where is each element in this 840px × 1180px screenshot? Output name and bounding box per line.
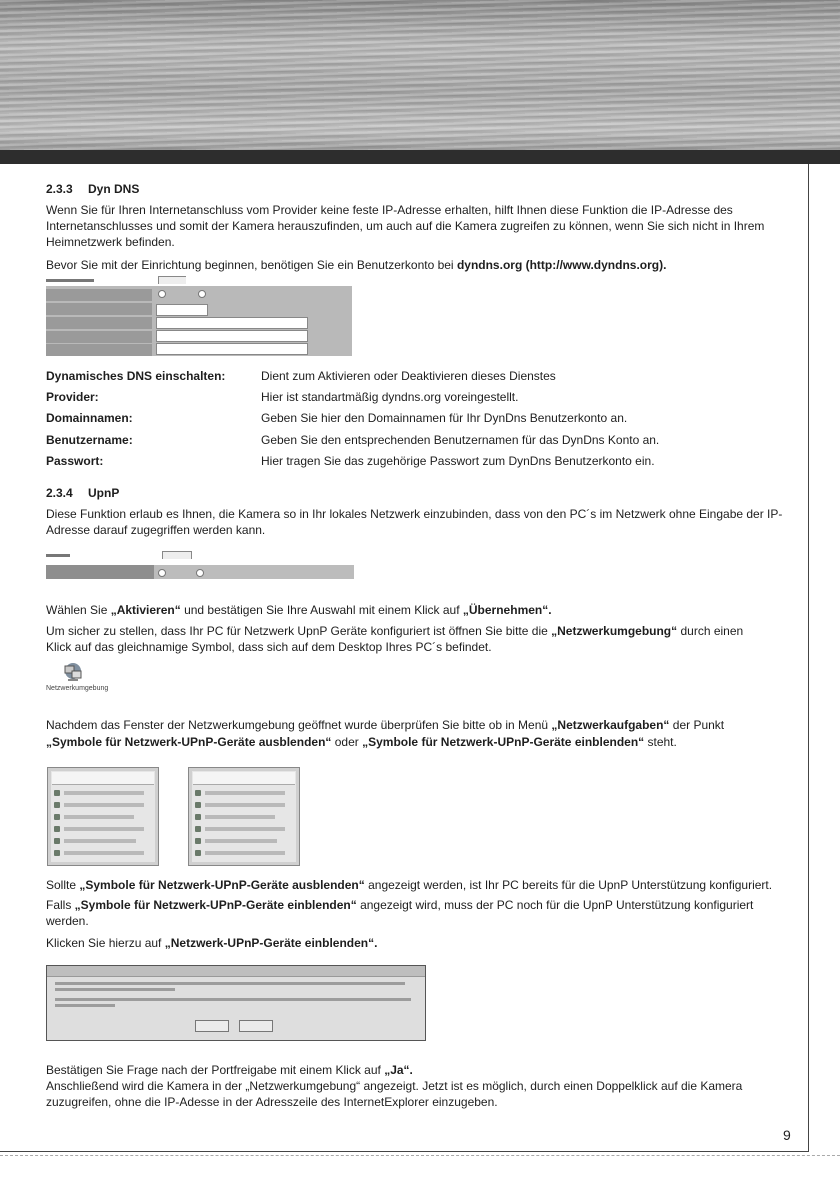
section-2-3-3-number: 2.3.3 [46,182,73,196]
network-tasks-screenshot-hide [47,767,159,866]
page-cut-line [0,1155,840,1156]
text-run-bold: „Aktivieren“ [110,603,181,617]
upnp-ensure-line2: Klick auf das gleichnamige Symbol, dass sich auf dem Desktop Ihres PC´s befindet. [46,640,492,654]
text-run-bold: „Netzwerkumgebung“ [551,624,678,638]
upnp-final-paragraph: Anschließend wird die Kamera in der „Netzwerkumgebung“ angezeigt. Jetzt ist es möglich, durch einen Doppelklick auf die Kamera zuzugreifen, ohne die IP-Adesse in der Adresszeile des InternetExplorer einzugeben. [46,1079,743,1109]
text-run-bold: „Symbole für Netzwerk-UPnP-Geräte ausblenden“ [79,878,365,892]
dyndns-form-header [46,276,186,284]
text-run: Um sicher zu stellen, dass Ihr PC für Netzwerk UpnP Geräte konfiguriert ist öffnen Sie bitte die [46,624,552,638]
def-desc-domain: Geben Sie hier den Domainnamen für Ihr DynDns Benutzerkonto an. [261,411,628,425]
text-run: angezeigt werden, ist Ihr PC bereits für die UpnP Unterstützung konfiguriert. [364,878,773,892]
text-run-bold: „Netzwerkaufgaben“ [551,718,670,732]
page-frame-right [808,164,809,1152]
text-run-bold: „Netzwerk-UPnP-Geräte einblenden“. [164,936,378,950]
port-release-dialog-screenshot [46,965,426,1041]
upnp-if-hide-paragraph [46,877,772,893]
page-frame-bottom [0,1151,809,1152]
text-run: Bestätigen Sie Frage nach der Portfreigabe mit einem Klick auf [46,1063,385,1077]
text-run: steht. [644,735,677,749]
text-run-bold: „Symbole für Netzwerk-UPnP-Geräte einblenden“ [362,735,645,749]
def-term-password: Passwort: [46,454,104,468]
text-run: Klicken Sie hierzu auf [46,936,165,950]
text-run: Nachdem das Fenster der Netzwerkumgebung geöffnet wurde überprüfen Sie bitte ob in Menü [46,718,552,732]
text-run-bold: „Übernehmen“. [462,603,552,617]
upnp-form-header [46,551,196,559]
def-term-dns-enable: Dynamisches DNS einschalten: [46,369,226,383]
account-text: Bevor Sie mit der Einrichtung beginnen, benötigen Sie ein Benutzerkonto bei [46,258,457,272]
upnp-select-paragraph [46,602,552,618]
text-run: Wählen Sie [46,603,111,617]
text-run: Sollte [46,878,80,892]
upnp-click-paragraph [46,935,377,951]
upnp-check-line2 [46,734,677,750]
text-run: durch einen [677,624,744,638]
upnp-check-line1 [46,717,724,733]
def-term-provider: Provider: [46,390,99,404]
upnp-if-show-line2: werden. [46,914,89,928]
def-term-domain: Domainnamen: [46,411,133,425]
header-texture-band [0,0,840,152]
def-desc-username: Geben Sie den entsprechenden Benutzernamen für das DynDns Konto an. [261,433,660,447]
dyndns-settings-screenshot [46,286,352,356]
dyndns-intro-paragraph: Wenn Sie für Ihren Internetanschluss vom Provider keine feste IP-Adresse erhalten, hilft Ihnen diese Funktion die IP-Adresse des Internetanschlusses und somit der Kamera herauszufinden, um auch auf die Kamera zugreifen zu können, wenn Sie sich nicht in Ihrem Heimnetzwerk befinden. [46,203,765,249]
section-2-3-3-title: Dyn DNS [88,182,140,196]
network-icon-caption: Netzwerkumgebung [46,685,109,692]
dyndns-link-text: dyndns.org (http://www.dyndns.org). [456,258,667,272]
header-dark-bar [0,150,840,164]
text-run: angezeigt wird, muss der PC noch für die UpnP Unterstützung konfiguriert [356,898,754,912]
upnp-confirm-paragraph [46,1062,413,1078]
section-2-3-4-title: UpnP [88,486,120,500]
network-neighborhood-icon [62,662,84,682]
text-run: oder [331,735,363,749]
text-run: und bestätigen Sie Ihre Auswahl mit einem Klick auf [180,603,463,617]
def-desc-provider: Hier ist standartmäßig dyndns.org voreingestellt. [261,390,519,404]
upnp-ensure-line1 [46,623,743,639]
text-run-bold: „Symbole für Netzwerk-UPnP-Geräte ausblenden“ [46,735,332,749]
dyndns-account-paragraph [46,257,666,273]
text-run: Falls [46,898,75,912]
upnp-settings-screenshot [46,565,354,579]
network-tasks-screenshot-show [188,767,300,866]
upnp-if-show-line1 [46,897,753,913]
text-run-bold: „Symbole für Netzwerk-UPnP-Geräte einblenden“ [74,898,357,912]
def-term-username: Benutzername: [46,433,133,447]
page-number: 9 [783,1127,791,1143]
text-run-bold: „Ja“. [384,1063,413,1077]
upnp-intro-paragraph: Diese Funktion erlaub es Ihnen, die Kamera so in Ihr lokales Netzwerk einzubinden, dass von den PC´s im Netzwerk ohne Eingabe der IP-Adresse darauf zugegriffen werden kann. [46,507,783,537]
section-2-3-4-number: 2.3.4 [46,486,73,500]
text-run: der Punkt [669,718,725,732]
def-desc-password: Hier tragen Sie das zugehörige Passwort zum DynDns Benutzerkonto ein. [261,454,655,468]
def-desc-dns-enable: Dient zum Aktivieren oder Deaktivieren dieses Dienstes [261,369,556,383]
